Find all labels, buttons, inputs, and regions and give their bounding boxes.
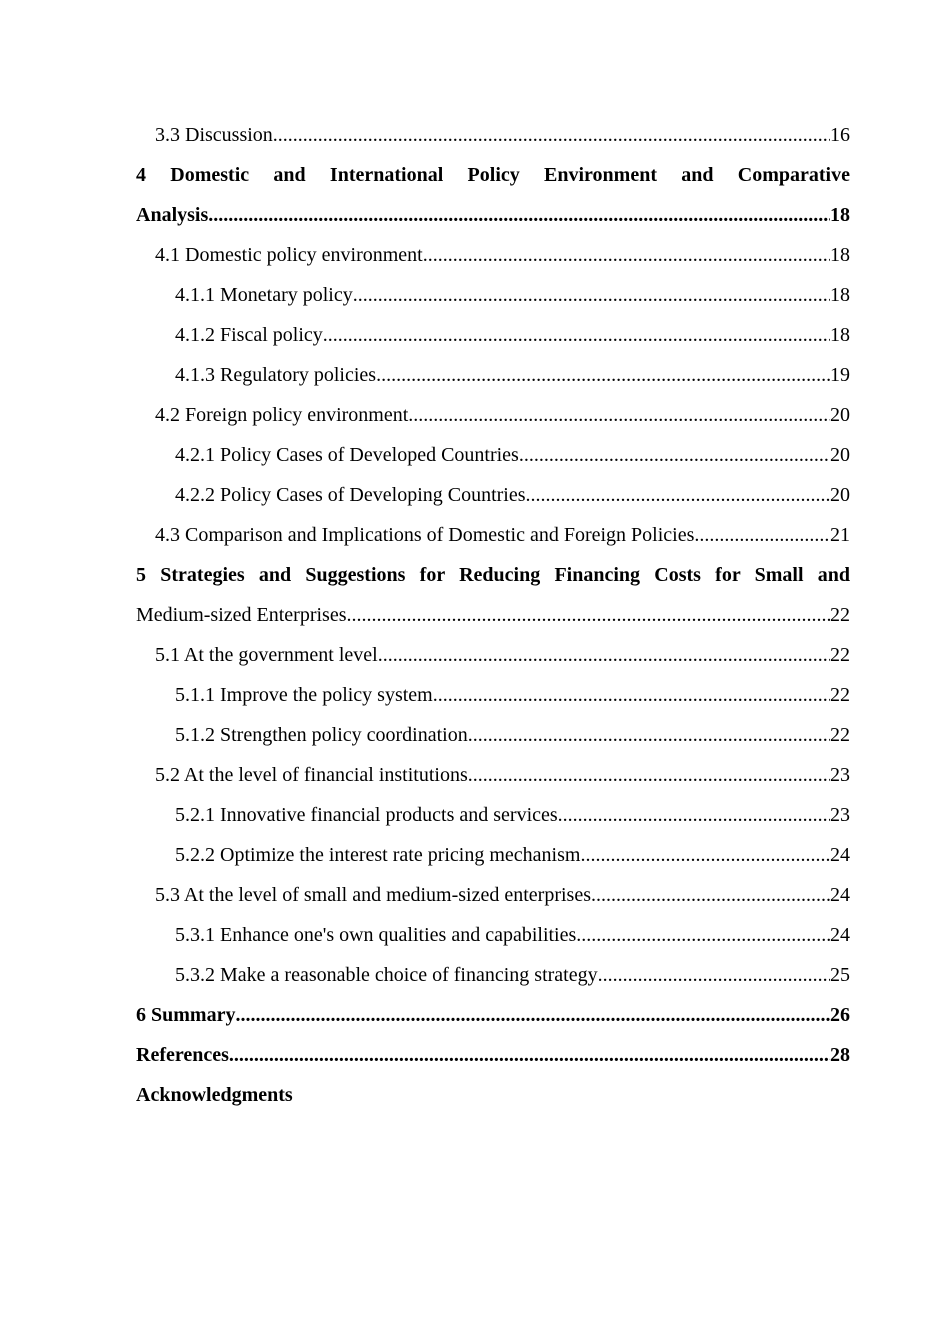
toc-entry-title: References bbox=[136, 1044, 229, 1066]
toc-page-number: 18 bbox=[830, 284, 850, 306]
toc-entry-title: 5.3.2 Make a reasonable choice of financing strategy bbox=[175, 964, 598, 986]
toc-entry[interactable] bbox=[136, 715, 850, 755]
toc-page-number: 20 bbox=[830, 444, 850, 466]
toc-entry-title-line[interactable]: 4 Domestic and International Policy Environment and Comparative bbox=[136, 164, 850, 186]
toc-entry[interactable] bbox=[136, 835, 850, 875]
toc-entry-title: Analysis bbox=[136, 204, 209, 226]
toc-page-number: 28 bbox=[830, 1044, 850, 1066]
toc-entry[interactable] bbox=[136, 595, 850, 635]
toc-entry[interactable] bbox=[136, 395, 850, 435]
toc-entry[interactable] bbox=[136, 435, 850, 475]
toc-page-number: 18 bbox=[830, 244, 850, 266]
dot-leader bbox=[408, 395, 830, 435]
toc-entry-title: 4.1.1 Monetary policy bbox=[175, 284, 353, 306]
toc-entry[interactable] bbox=[136, 675, 850, 715]
toc-entry[interactable] bbox=[136, 115, 850, 155]
dot-leader bbox=[423, 235, 830, 275]
toc-entry[interactable] bbox=[136, 235, 850, 275]
toc-entry[interactable] bbox=[136, 195, 850, 235]
dot-leader bbox=[576, 915, 830, 955]
toc-entry[interactable] bbox=[136, 1075, 850, 1115]
dot-leader bbox=[273, 115, 830, 155]
toc-entry-title: 4.1 Domestic policy environment bbox=[155, 244, 423, 266]
toc-page-number: 19 bbox=[830, 364, 850, 386]
toc-entry-title: 5.1.2 Strengthen policy coordination bbox=[175, 724, 468, 746]
dot-leader bbox=[468, 755, 830, 795]
dot-leader bbox=[580, 835, 830, 875]
toc-entry-title: 5.3.1 Enhance one's own qualities and capabilities bbox=[175, 924, 577, 946]
toc-entry[interactable] bbox=[136, 875, 850, 915]
toc-entry[interactable] bbox=[136, 1035, 850, 1075]
dot-leader bbox=[353, 275, 830, 315]
toc-entry-title: 4.2 Foreign policy environment bbox=[155, 404, 409, 426]
toc-entry-title: 5.2.2 Optimize the interest rate pricing mechanism bbox=[175, 844, 581, 866]
toc-entry[interactable] bbox=[136, 475, 850, 515]
dot-leader bbox=[347, 595, 831, 635]
dot-leader bbox=[526, 475, 830, 515]
toc-entry[interactable] bbox=[136, 995, 850, 1035]
dot-leader bbox=[229, 1035, 830, 1075]
toc-page-number: 16 bbox=[830, 124, 850, 146]
dot-leader bbox=[376, 355, 830, 395]
toc-entry-title: 5.2 At the level of financial institutions bbox=[155, 764, 468, 786]
dot-leader bbox=[694, 515, 830, 555]
toc-entry-title-line[interactable]: 5 Strategies and Suggestions for Reducing Financing Costs for Small and bbox=[136, 564, 850, 586]
toc-page-number: 20 bbox=[830, 404, 850, 426]
toc-entry-title: 5.3 At the level of small and medium-sized enterprises bbox=[155, 884, 591, 906]
dot-leader bbox=[558, 795, 830, 835]
toc-page-number: 25 bbox=[830, 964, 850, 986]
toc-page-number: 23 bbox=[830, 764, 850, 786]
toc-entry[interactable] bbox=[136, 795, 850, 835]
toc-entry-title: 4.1.3 Regulatory policies bbox=[175, 364, 377, 386]
toc-page-number: 18 bbox=[830, 324, 850, 346]
toc-page-number: 18 bbox=[830, 204, 850, 226]
toc-page-number: 22 bbox=[830, 724, 850, 746]
table-of-contents bbox=[136, 115, 850, 1115]
toc-entry[interactable] bbox=[136, 515, 850, 555]
toc-entry-title: 5.1 At the government level bbox=[155, 644, 378, 666]
dot-leader bbox=[378, 635, 830, 675]
toc-entry[interactable] bbox=[136, 755, 850, 795]
toc-page-number: 22 bbox=[830, 644, 850, 666]
dot-leader bbox=[433, 675, 830, 715]
toc-entry-title: 5.2.1 Innovative financial products and services bbox=[175, 804, 558, 826]
toc-entry-title: 5.1.1 Improve the policy system bbox=[175, 684, 433, 706]
toc-entry[interactable] bbox=[136, 355, 850, 395]
toc-entry[interactable] bbox=[136, 275, 850, 315]
toc-page-number: 20 bbox=[830, 484, 850, 506]
toc-page-number: 23 bbox=[830, 804, 850, 826]
toc-entry[interactable] bbox=[136, 915, 850, 955]
toc-page-number: 24 bbox=[830, 844, 850, 866]
toc-entry-title: 4.2.1 Policy Cases of Developed Countries bbox=[175, 444, 519, 466]
toc-entry-title: Acknowledgments bbox=[136, 1084, 293, 1106]
toc-entry[interactable] bbox=[136, 315, 850, 355]
toc-page-number: 22 bbox=[830, 684, 850, 706]
dot-leader bbox=[235, 995, 830, 1035]
dot-leader bbox=[323, 315, 830, 355]
toc-page-number: 22 bbox=[830, 604, 850, 626]
toc-page-number: 26 bbox=[830, 1004, 850, 1026]
dot-leader bbox=[519, 435, 830, 475]
toc-entry-title: Medium-sized Enterprises bbox=[136, 604, 347, 626]
toc-entry-title: 4.3 Comparison and Implications of Domestic and Foreign Policies bbox=[155, 524, 695, 546]
toc-entry-title: 3.3 Discussion bbox=[155, 124, 273, 146]
toc-entry-title: 6 Summary bbox=[136, 1004, 236, 1026]
toc-page-number: 21 bbox=[830, 524, 850, 546]
toc-entry-title: 4.2.2 Policy Cases of Developing Countries bbox=[175, 484, 526, 506]
toc-page-number: 24 bbox=[830, 924, 850, 946]
dot-leader bbox=[598, 955, 830, 995]
dot-leader bbox=[208, 195, 830, 235]
toc-entry[interactable] bbox=[136, 955, 850, 995]
toc-page-number: 24 bbox=[830, 884, 850, 906]
dot-leader bbox=[591, 875, 830, 915]
dot-leader bbox=[468, 715, 830, 755]
toc-entry-title: 4.1.2 Fiscal policy bbox=[175, 324, 323, 346]
toc-entry[interactable] bbox=[136, 635, 850, 675]
